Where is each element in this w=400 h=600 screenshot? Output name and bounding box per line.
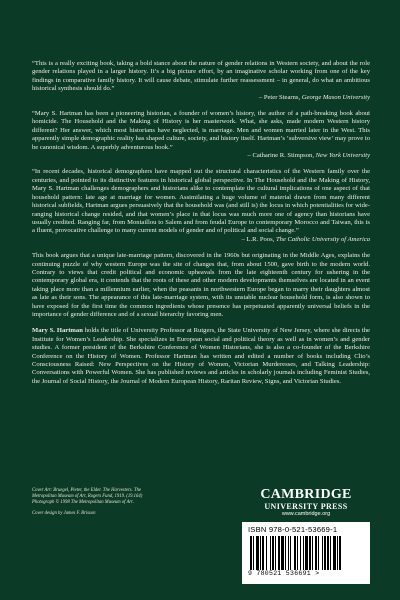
blurb-text: “This is a really exciting book, taking a bold stance about the nature of gender relations in Western society, and about the role gender relations played in a larger history. It’s a big picture effort, by an imaginative scholar working from one of the key findings in comparative family history. It will cause debate, stimulate further reassessment – in general, do what an ambitious historical synthesis should do.” — [32, 60, 370, 93]
blurb-stearns — [32, 60, 370, 102]
isbn-label: ISBN 978-0-521-53669-1 — [248, 525, 338, 534]
barcode-icon — [248, 536, 364, 570]
blurb-attribution: – L.R. Poos, The Catholic University of America — [241, 235, 370, 243]
blurb-stimpson — [32, 110, 370, 160]
publisher-press: UNIVERSITY PRESS — [264, 502, 348, 511]
blurb-attribution: – Peter Stearns, George Mason University — [258, 93, 370, 101]
blurb-attribution: – Catharine R. Stimpson, New York University — [247, 152, 370, 160]
author-bio-text: holds the title of University Professor at Rutgers, the State University of New Jersey, where she directs the Institute for Women’s Leadership. She specializes in European social and political theory as well as in women’s and gender studies. A former president of the Berkshire Conference of Women Historians, she is also a co-founder of the Berkshire Conference on the History of Women. Professor Hartman has written and edited a number of books including Clio’s Consciousness Raised: New Perspectives on the History of Women, Victorian Murderesses, and Talking Leadership: Conversations with Powerful Women. She has published reviews and articles in scholarly journals including Feminist Studies, the Journal of Social History, the Journal of Modern European History, Raritan Review, Signs, and Victorian Studies. — [32, 327, 370, 385]
blurb-poos — [32, 168, 370, 244]
cover-design-credit: Cover design by James F. Brisson — [32, 510, 96, 516]
publisher-name: CAMBRIDGE — [260, 487, 352, 502]
author-name: Mary S. Hartman — [32, 327, 83, 335]
barcode-number: 9 780521 536691 > — [248, 570, 320, 577]
blurb-text: “In recent decades, historical demographers have mapped out the structural characteristics of the Western family over the centuries, and pointed to its distinctive features in historical global perspective. In The Household and the Making of History, Mary S. Hartman challenges demographers and historians alike to contemplate the cultural implications of one aspect of that household pattern: late age at marriage for women. Assimilating a huge volume of material drawn from many different historical subfields, Hartman argues persuasively that the household was (and still is) the locus in which potentialities for wide-ranging historical change resided, and that women’s place in that locus was much more one of agency than historians have usually credited. Ranging far, from Montaillou to Salem and from feudal Europe to contemporary Morocco and Taiwan, this is a fluent, provocative challenge to many current models of gender and of political and social change.” — [32, 168, 370, 235]
publisher-url: www.cambridge.org — [281, 511, 331, 517]
book-description: This book argues that a unique late-marriage pattern, discovered in the 1960s but originating in the Middle Ages, explains the continuing puzzle of why western Europe was the site of changes that, from about 1500, gave birth to the modern world. Contrary to views that credit political and economic upheavals from the late eighteenth century for ushering in the contemporary global era, it contends that the roots of these and other modern developments themselves are located in an event taking place more than a millennium earlier, when the peasants in northwestern Europe began to marry their daughters almost as late as their sons. The appearance of this late-marriage system, with its unstable nuclear household form, is also shown to have exposed for the first time the common ingredients whose presence has perpetuated apparently universal beliefs in the importance of gender difference and of a sexual hierarchy favoring men. — [32, 252, 370, 318]
author-bio — [32, 327, 370, 386]
barcode-panel — [242, 522, 370, 584]
publisher-logo — [242, 488, 370, 518]
cover-footer — [32, 488, 370, 588]
blurb-text: “Mary S. Hartman has been a pioneering historian, a founder of women’s history, the author of a path-breaking book about homicide. The Household and the Making of History is her masterwork. What, she asks, made modern Western history different? Her answer, which most historians have neglected, is marriage. Men and women married later in the West. This apparently simple demographic reality has shaped culture, society, and history itself. Hartman’s ‘subversive view’ may prove to be canonical wisdom. A superbly adventurous book.” — [32, 110, 370, 151]
cover-credits: Cover Art: Bruegel, Pieter, the Elder. The Harvesters. The Metropolitan Museum of Art, Rogers Fund, 1919. (19.164) Photograph © 1998 The Metropolitan Museum of Art. Cover design by James F. Brisson — [32, 488, 232, 517]
